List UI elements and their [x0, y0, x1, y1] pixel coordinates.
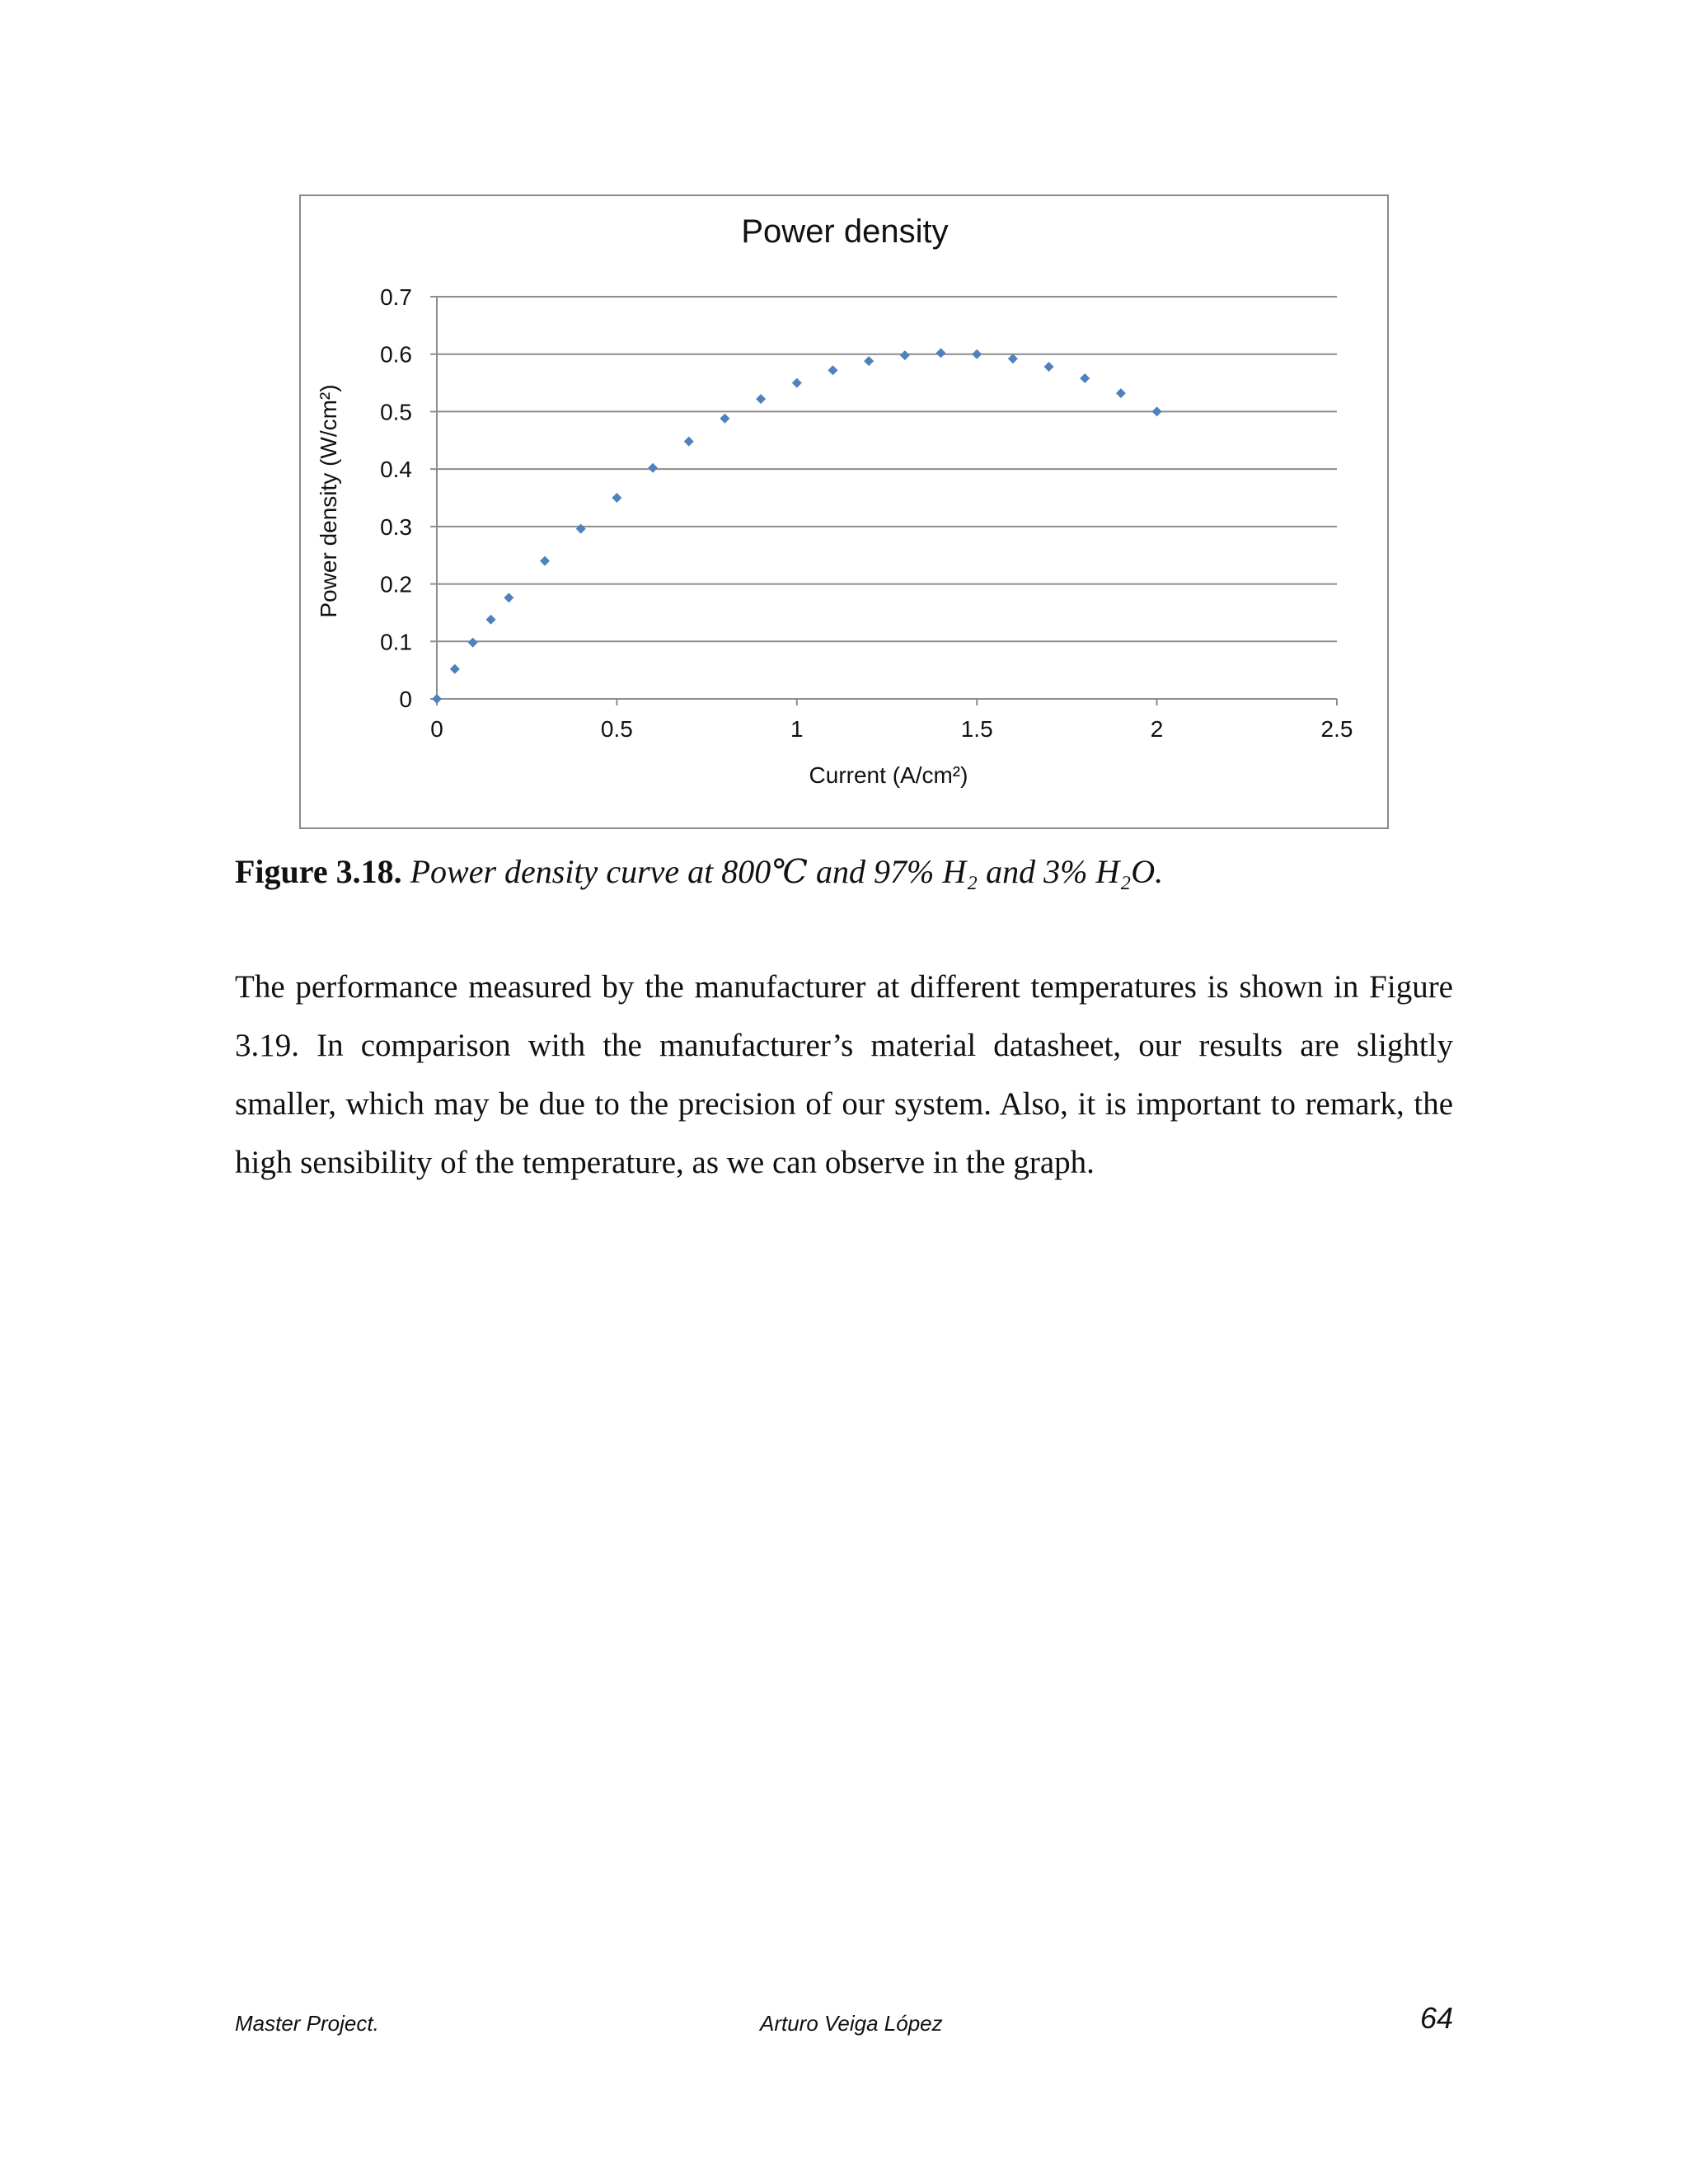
data-point: [432, 694, 442, 704]
data-point: [720, 414, 729, 424]
data-point: [612, 493, 621, 503]
data-point: [1116, 388, 1126, 398]
data-point: [504, 593, 513, 602]
axes: [430, 297, 1337, 705]
body-paragraph: The performance measured by the manufacturer at different temperatures is shown in Figure 3.19. In comparison with the manufacturer’s material datasheet, our results are slightly smaller, which may be due to the precision of our system. Also, it is important to remark, the high sensibility of the temperature, as we can observe in the graph.: [235, 969, 1453, 1180]
figure-caption: [235, 847, 1455, 897]
figure-caption-text: Power density curve at 800℃ and 97% H₂ and 3% H₂O.: [410, 853, 1164, 890]
data-point: [756, 394, 766, 404]
data-point: [900, 350, 910, 360]
y-tick-label: 0: [399, 687, 412, 712]
y-tick-label: 0.3: [380, 513, 412, 540]
data-point: [972, 349, 982, 359]
y-axis-label: Power density (W/cm²): [316, 384, 341, 618]
data-point: [1044, 362, 1054, 372]
data-point: [1080, 373, 1090, 383]
data-point: [648, 463, 658, 473]
y-tick-label: 0.1: [380, 629, 412, 655]
y-tick-label: 0.6: [380, 341, 412, 368]
y-tick-label: 0.4: [380, 457, 412, 483]
x-tick-label: 2: [1150, 716, 1164, 742]
y-tick-label: 0.5: [380, 399, 412, 425]
footer-left: Master Project.: [235, 2011, 379, 2036]
data-point: [864, 356, 874, 366]
data-point: [936, 348, 946, 358]
data-point: [792, 378, 802, 388]
figure-label: Figure 3.18.: [235, 853, 402, 890]
data-point: [1008, 354, 1018, 363]
data-point: [486, 615, 496, 625]
x-tick-label: 2.5: [1320, 716, 1353, 742]
grid-lines: [437, 297, 1337, 641]
x-tick-label: 1: [790, 716, 804, 742]
tick-labels: [380, 284, 1353, 742]
y-tick-label: 0.2: [380, 571, 412, 598]
x-tick-label: 0: [430, 716, 443, 742]
chart-frame: [299, 194, 1389, 829]
page-number: 64: [1419, 2001, 1453, 2035]
x-axis-label: Current (A/cm²): [809, 762, 968, 788]
data-point: [1152, 406, 1162, 416]
footer-author: Arturo Veiga López: [760, 2011, 943, 2036]
data-point: [576, 524, 586, 534]
data-point: [540, 556, 550, 566]
power-density-chart: [301, 196, 1390, 831]
x-tick-label: 0.5: [600, 716, 633, 742]
data-point: [450, 664, 460, 674]
chart-title: Power density: [741, 213, 949, 250]
data-point: [468, 638, 478, 648]
data-point: [684, 437, 694, 447]
y-tick-label: 0.7: [380, 284, 412, 310]
x-tick-label: 1.5: [960, 716, 993, 742]
data-point: [828, 365, 837, 375]
